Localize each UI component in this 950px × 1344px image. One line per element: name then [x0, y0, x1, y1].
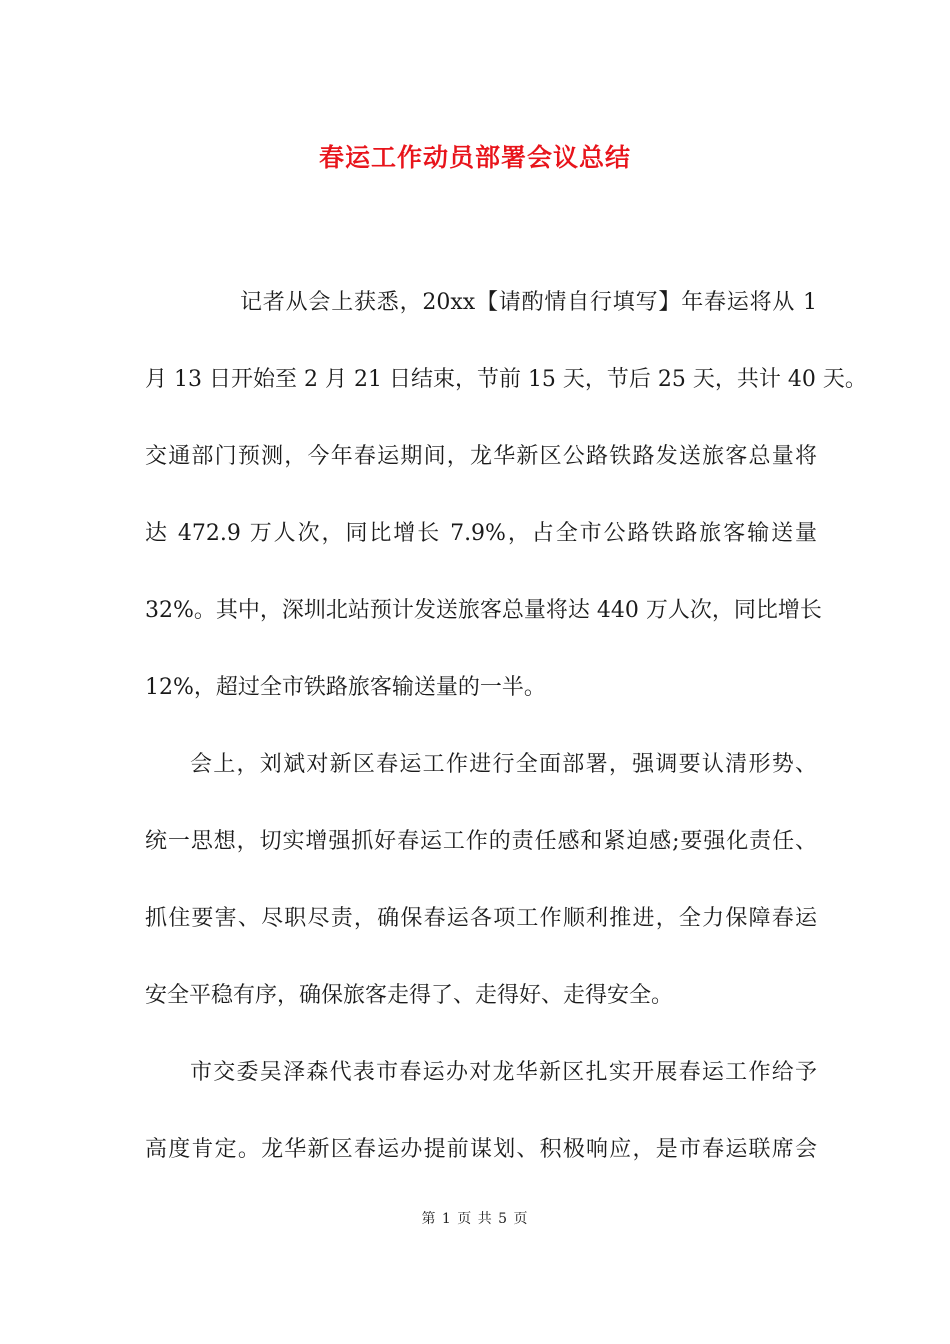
document-title: 春运工作动员部署会议总结	[318, 143, 631, 172]
body-text-line: 安全平稳有序，确保旅客走得了、走得好、走得安全。	[145, 983, 674, 1008]
page-number: 第 1 页 共 5 页	[421, 1211, 529, 1227]
body-text-line: 12%，超过全市铁路旅客输送量的一半。	[145, 675, 546, 700]
body-text-line: 记者从会上获悉，20xx【请酌情自行填写】年春运将从 1	[240, 290, 817, 315]
body-text-line: 交通部门预测，今年春运期间，龙华新区公路铁路发送旅客总量将	[145, 444, 817, 469]
body-text-line: 32%。其中，深圳北站预计发送旅客总量将达 440 万人次，同比增长	[145, 598, 822, 623]
body-text-line: 会上，刘斌对新区春运工作进行全面部署，强调要认清形势、	[190, 752, 817, 777]
body-text-line: 达 472.9 万人次，同比增长 7.9%，占全市公路铁路旅客输送量	[145, 521, 817, 546]
body-text-line: 抓住要害、尽职尽责，确保春运各项工作顺利推进，全力保障春运	[145, 906, 817, 931]
body-text-line: 统一思想，切实增强抓好春运工作的责任感和紧迫感;要强化责任、	[145, 829, 817, 854]
body-text-line: 月 13 日开始至 2 月 21 日结束，节前 15 天，节后 25 天，共计 40 天。	[145, 367, 867, 392]
document-body	[145, 264, 867, 1188]
body-text-line: 高度肯定。龙华新区春运办提前谋划、积极响应，是市春运联席会	[145, 1137, 817, 1162]
body-text-line: 市交委吴泽森代表市春运办对龙华新区扎实开展春运工作给予	[190, 1060, 817, 1085]
